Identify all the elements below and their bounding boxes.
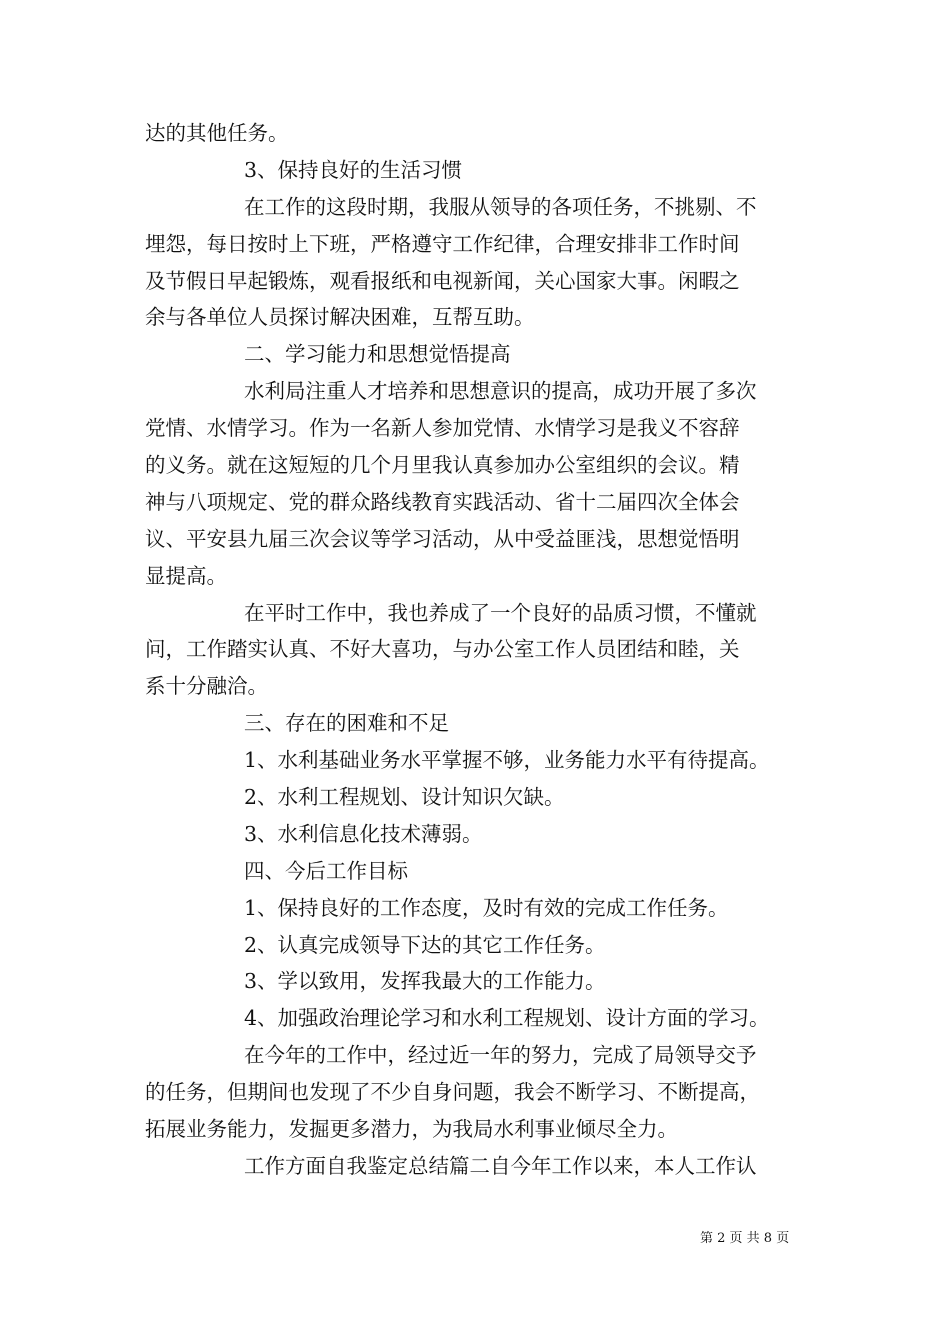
text-line: 的义务。就在这短短的几个月里我认真参加办公室组织的会议。精 bbox=[145, 453, 740, 478]
list-item: 2、水利工程规划、设计知识欠缺。 bbox=[244, 785, 565, 810]
text-line: 党情、水情学习。作为一名新人参加党情、水情学习是我义不容辞 bbox=[145, 416, 740, 441]
text-line: 的任务，但期间也发现了不少自身问题，我会不断学习、不断提高， bbox=[145, 1080, 760, 1105]
section-heading: 二、学习能力和思想觉悟提高 bbox=[244, 342, 511, 367]
list-item: 3、学以致用，发挥我最大的工作能力。 bbox=[244, 969, 606, 994]
text-line: 余与各单位人员探讨解决困难，互帮互助。 bbox=[145, 305, 535, 330]
list-item: 2、认真完成领导下达的其它工作任务。 bbox=[244, 932, 606, 957]
page-number: 第 2 页 共 8 页 bbox=[700, 1231, 790, 1246]
document-body bbox=[145, 115, 815, 1185]
text-line: 问，工作踏实认真、不好大喜功，与办公室工作人员团结和睦，关 bbox=[145, 637, 740, 662]
paragraph-line: 在平时工作中，我也养成了一个良好的品质习惯，不懂就 bbox=[244, 600, 757, 625]
text-line: 及节假日早起锻炼，观看报纸和电视新闻，关心国家大事。闲暇之 bbox=[145, 268, 740, 293]
text-line: 显提高。 bbox=[145, 563, 227, 588]
list-item: 1、水利基础业务水平掌握不够，业务能力水平有待提高。 bbox=[244, 748, 770, 773]
text-line: 拓展业务能力，发掘更多潜力，为我局水利事业倾尽全力。 bbox=[145, 1117, 678, 1142]
text-line: 埋怨，每日按时上下班，严格遵守工作纪律，合理安排非工作时间 bbox=[145, 231, 740, 256]
list-item: 1、保持良好的工作态度，及时有效的完成工作任务。 bbox=[244, 895, 729, 920]
paragraph-line: 工作方面自我鉴定总结篇二自今年工作以来，本人工作认 bbox=[244, 1153, 757, 1178]
text-line: 神与八项规定、党的群众路线教育实践活动、省十二届四次全体会 bbox=[145, 489, 740, 514]
list-item: 3、水利信息化技术薄弱。 bbox=[244, 821, 483, 846]
text-line: 达的其他任务。 bbox=[145, 121, 289, 145]
section-heading: 三、存在的困难和不足 bbox=[244, 711, 449, 736]
paragraph-line: 水利局注重人才培养和思想意识的提高，成功开展了多次 bbox=[244, 379, 757, 404]
list-item: 4、加强政治理论学习和水利工程规划、设计方面的学习。 bbox=[244, 1006, 770, 1031]
subheading: 3、保持良好的生活习惯 bbox=[244, 157, 463, 182]
section-heading: 四、今后工作目标 bbox=[244, 858, 408, 883]
paragraph-line: 在今年的工作中，经过近一年的努力，完成了局领导交予 bbox=[244, 1043, 757, 1068]
text-line: 系十分融洽。 bbox=[145, 674, 268, 699]
paragraph-line: 在工作的这段时期，我服从领导的各项任务，不挑剔、不 bbox=[244, 194, 757, 219]
text-line: 议、平安县九届三次会议等学习活动，从中受益匪浅，思想觉悟明 bbox=[145, 526, 740, 551]
